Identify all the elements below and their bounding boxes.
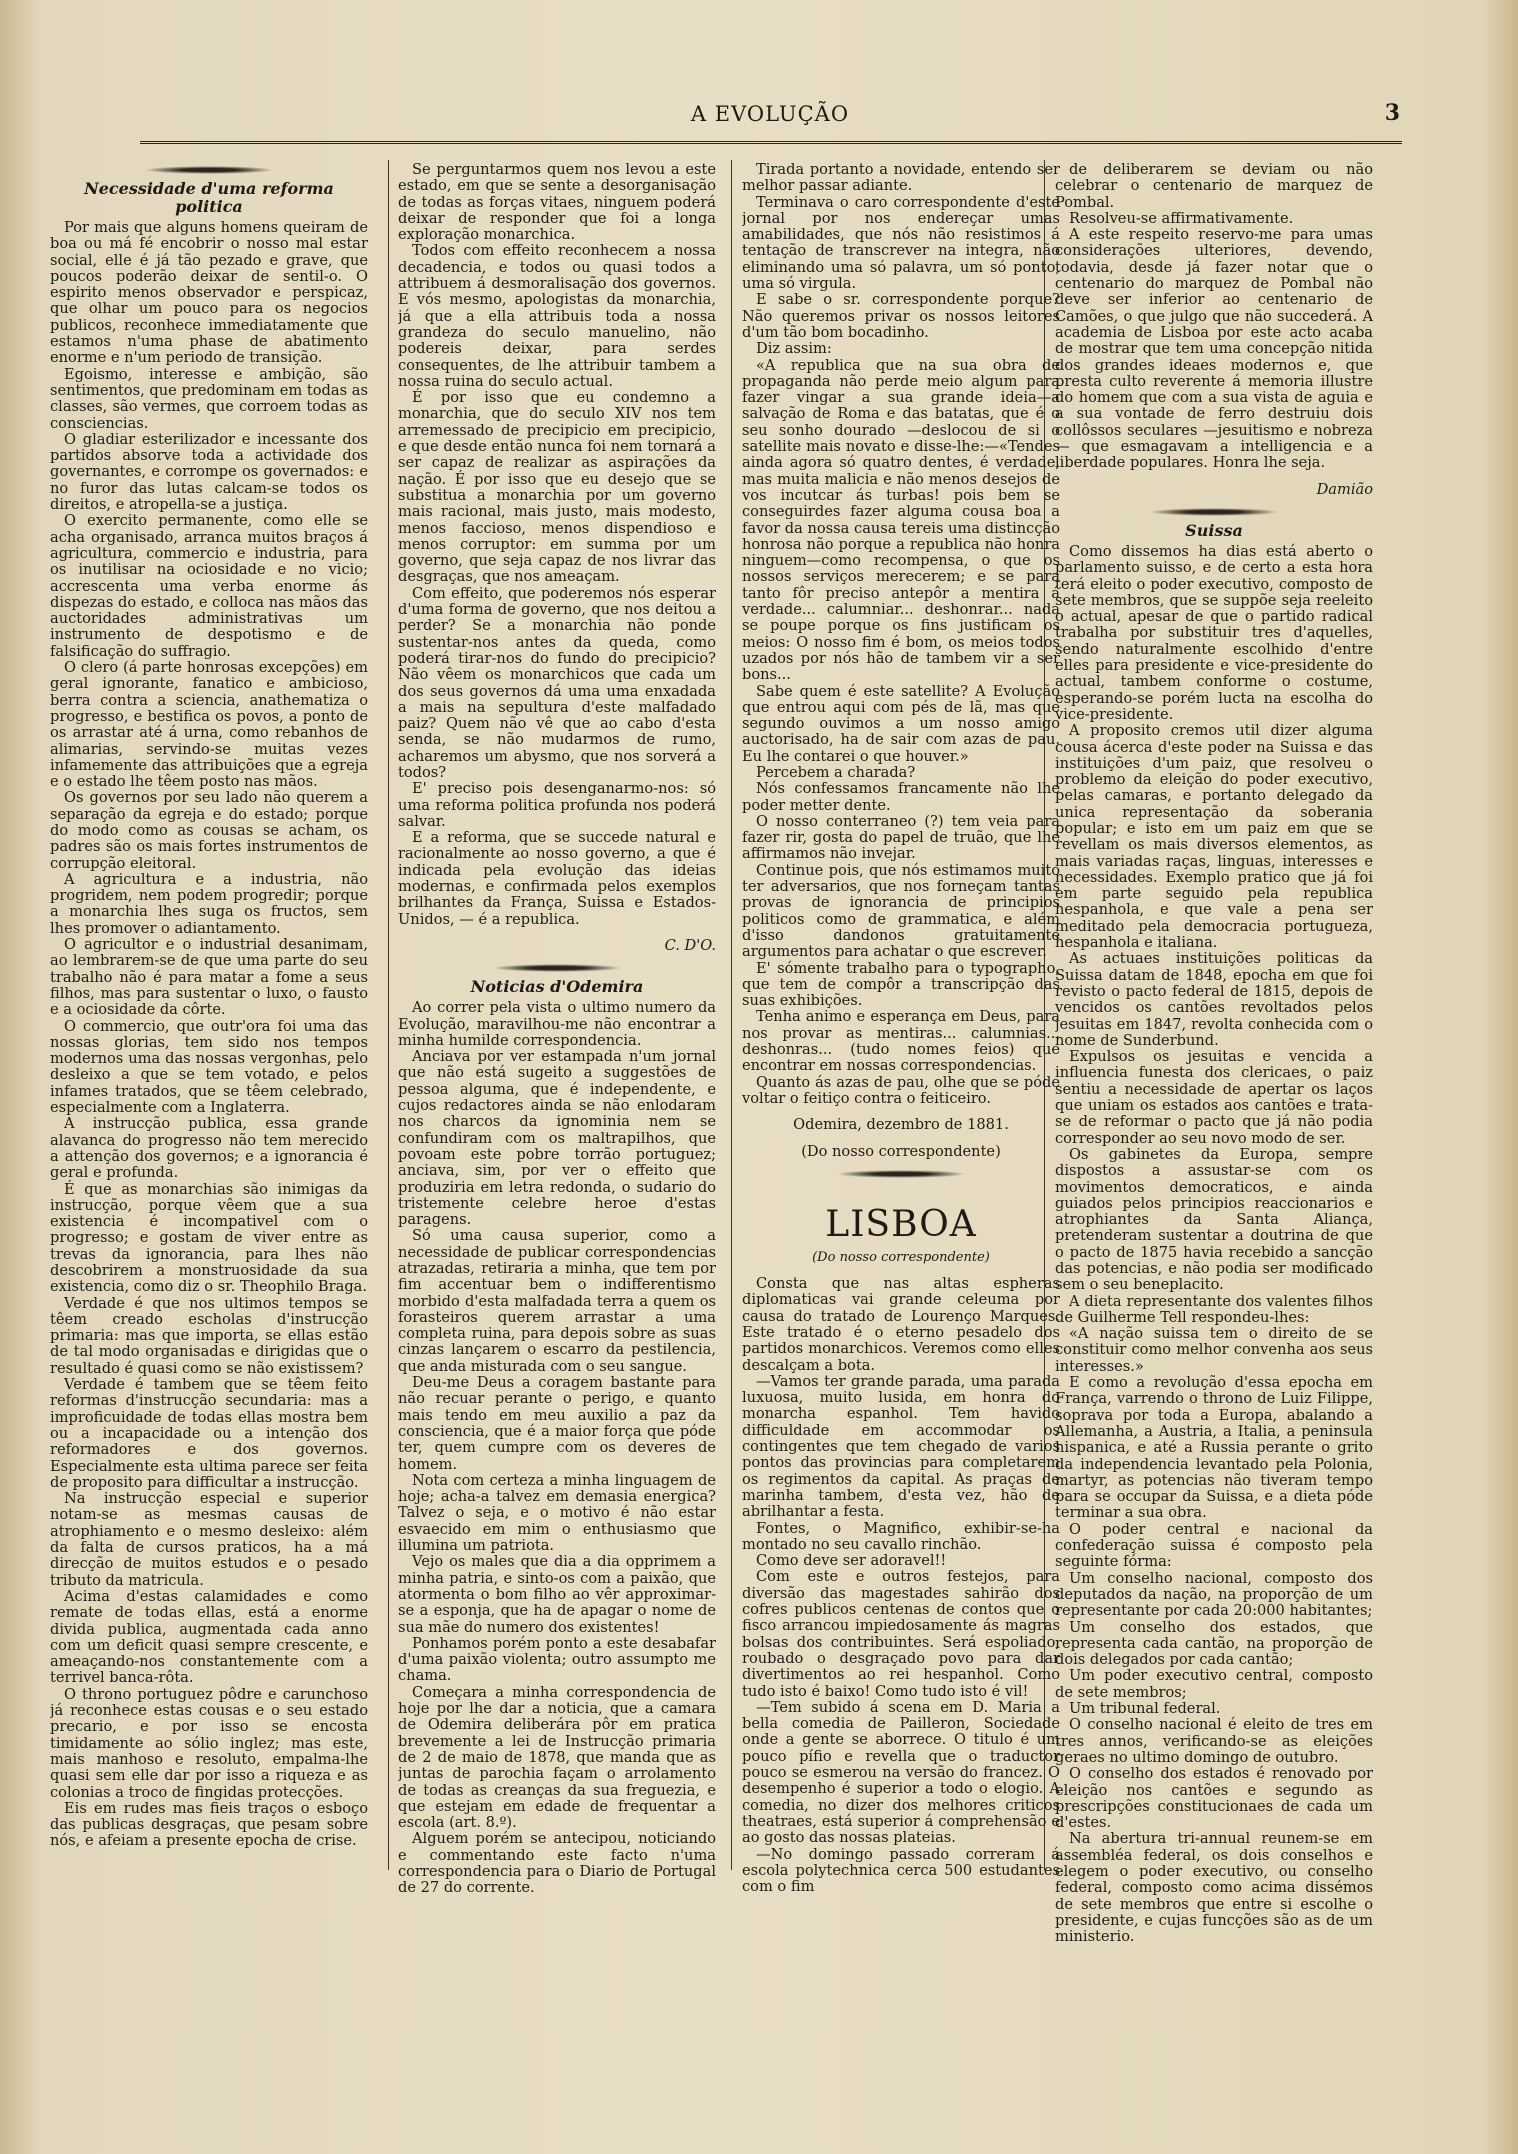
paragraph: Consta que nas altas espheras diplomaticas vai grande celeuma por causa do tratado de Lourenço Marques. Este tratado é o eterno pesadelo dos partidos monarchicos. Veremos como elles descalçam a bota.: [742, 1275, 1060, 1374]
paragraph: —No domingo passado correram á escola polytechnica cerca 500 estudantes com o fim: [742, 1845, 1060, 1896]
newspaper-title: A EVOLUÇÃO: [690, 102, 850, 126]
article-body: [398, 1000, 716, 1896]
paragraph: Os gabinetes da Europa, sempre dispostos a assustar-se com os movimentos democraticos, e ainda guiados pelos principios reaccionarios e atrophiantes da Santa Aliança, pretenderam sustentar a doutrina de que o pacto de 1875 havia recebido a sancção das potencias, e não podia ser modificado sem o seu beneplacito.: [1055, 1145, 1373, 1294]
paragraph: A agricultura e a industria, não progridem, nem podem progredir; porque a monarchia lhes suga os fructos, sem lhes promover o adiantamento.: [50, 870, 368, 937]
paragraph: de deliberarem se deviam ou não celebrar o centenario de marquez de Pombal.: [1055, 162, 1373, 211]
paragraph: A dieta representante dos valentes filhos de Guilherme Tell respondeu-lhes:: [1055, 1292, 1373, 1326]
paragraph: Com este e outros festejos, para diversão das magestades sahirão dos cofres publicos centenas de contos que o fisco arrancou impiedosamente ás magras bolsas dos contribuintes. Será espoliado, roubado o desgraçado povo para dar divertimentos ao rei hespanhol. Como tudo isto é baixo! Como tudo isto é vil!: [742, 1568, 1060, 1700]
paragraph: Tenha animo e esperança em Deus, para nos provar as mentiras... calumnias... deshonras... (tudo nomes feios) que encontrar em nossas correspondencias.: [742, 1008, 1060, 1075]
paragraph: Alguem porém se antecipou, noticiando e commentando este facto n'uma correspondencia para o Diario de Portugal de 27 do corrente.: [398, 1830, 716, 1897]
paragraph: Como dissemos ha dias está aberto o parlamento suisso, e de certo a esta hora terá eleito o poder executivo, composto de sete membros, que se suppõe seja reeleito o actual, apesar de que o partido radical trabalha por substituir tres d'aquelles, sendo naturalmente escolhido d'entre elles para presidente e vice-presidente do actual, tambem conforme o costume, esperando-se porém lucta na escolha do vice-presidente.: [1055, 542, 1373, 723]
article-body-continued: [398, 162, 716, 928]
paragraph: O agricultor e o industrial desanimam, ao lembrarem-se de que uma parte do seu trabalho não é para matar a fome a seus filhos, mas para sustentar o luxo, o fausto e a ociosidade da côrte.: [50, 936, 368, 1019]
article-title: Noticias d'Odemira: [470, 977, 644, 997]
ornament-rule: [1149, 508, 1279, 516]
paragraph: «A republica que na sua obra de propaganda não perde meio algum para fazer vingar a sua grande ideia—a salvação de Roma e das batatas, que é o seu sonho dourado —deslocou de si o satellite mais novato e disse-lhe:—«Tendes ainda agora só quatro dentes, é verdade, mas muita malicia e não menos desejos de vos incutcar ás turbas! pois bem se conseguirdes fazer alguma cousa boa a favor da nossa causa tereis uma distincção honrosa não porque a republica não honra ninguem—como recompensa, o que os nossos serviços merecerem; e se para tanto fôr preciso antepôr a mentira á verdade... calumniar... deshonrar... nada se poupe porque os fins justificam os meios: O nosso fim é bom, os meios todos uzados por nós hão de tambem vir a ser bons...: [742, 356, 1060, 684]
paragraph: Anciava por ver estampada n'um jornal que não está sugeito a suggestões de pessoa alguma, que é independente, e cujos redactores ainda se não enlodaram nos charcos da ignominia nem se confundiram com os maltrapilhos, que povoam este pobre torrão portuguez; anciava, sim, por ver o effeito que produziria em letra redonda, o sudario do tristemente celebre heroe d'estas paragens.: [398, 1048, 716, 1229]
paragraph: Expulsos os jesuitas e vencida a influencia funesta dos clericaes, o paiz sentiu a necessidade de apertar os laços que uniam os estados aos cantões e trata-se de reformar o pacto que já não podia corresponder ao seu novo modo de ser.: [1055, 1048, 1373, 1147]
paragraph: Egoismo, interesse e ambição, são sentimentos, que predominam em todas as classes, são vermes, que corroem todas as consciencias.: [50, 365, 368, 432]
paragraph: Um poder executivo central, composto de sete membros;: [1055, 1667, 1373, 1701]
paragraph: Verdade é tambem que se têem feito reformas d'instrucção secundaria: mas a improficuidade de todas ellas mostra bem ou a incapacidade ou a intenção dos reformadores e dos governos. Especialmente esta ultima parece ser feita de proposito para difficultar a instrucção.: [50, 1376, 368, 1491]
paragraph: O conselho nacional é eleito de tres em tres annos, verificando-se as eleições geraes no ultimo domingo de outubro.: [1055, 1716, 1373, 1766]
paragraph: A este respeito reservo-me para umas considerações ulteriores, devendo, todavia, desde já fazer notar que o centenario do marquez de Pombal não deve ser inferior ao centenario de Camões, o que julgo que não succederá. A academia de Lisboa por este acto acaba de mostrar que tem uma concepção nitida dos grandes ideaes modernos e, que presta culto reverente á memoria illustre do homem que com a sua vista de aguia e a sua vontade de ferro destruiu dois collôssos seculares —jesuitismo e nobreza— que esmagavam a intelligencia e a liberdade populares. Honra lhe seja.: [1055, 226, 1373, 472]
paragraph: Começara a minha correspondencia de hoje por lhe dar a noticia, que a camara de Odemira deliberára pôr em pratica brevemente a lei de Instrucção primaria de 2 de maio de 1878, que manda que as juntas de parochia façam o arrolamento de todas as creanças da sua freguezia, e que estejam em edade de frequentar a escola (art. 8.º).: [398, 1683, 716, 1832]
article-signature: Damião: [1316, 480, 1373, 498]
paragraph: Um conselho dos estados, que representa cada cantão, na proporção de dois delegados por cada cantão;: [1055, 1618, 1373, 1669]
paragraph: E' preciso pois desenganarmo-nos: só uma reforma politica profunda nos poderá salvar.: [398, 780, 716, 830]
header-rule: [140, 141, 1402, 144]
paragraph: Nós confessamos francamente não lhe poder metter dente.: [742, 780, 1060, 814]
paragraph: O gladiar esterilizador e incessante dos partidos absorve toda a actividade dos governantes, e corrompe os governados: e no furor das lutas calcam-se todos os direitos, e atropella-se a justiça.: [50, 430, 368, 514]
section-subheading: (Do nosso correspondente): [812, 1249, 990, 1265]
paragraph: E a reforma, que se succede natural e racionalmente ao nosso governo, a que é indicada pela evolução das ideias modernas, e confirmada pelos exemplos brilhantes da França, Suissa e Estados-Unidos, — é a republica.: [398, 829, 716, 928]
paragraph: Por mais que alguns homens queiram de boa ou má fé encobrir o nosso mal estar social, elle é já tão pezado e grave, que poucos poderão deixar de sentil-o. O espirito menos observador e perspicaz, que olhar um pouco para os negocios publicos, reconhece immediatamente que estamos n'uma phase de abatimento enorme e n'um periodo de transição.: [50, 219, 368, 367]
column-divider: [388, 160, 389, 1870]
paragraph: Verdade é que nos ultimos tempos se têem creado escholas d'instrucção primaria: mas que importa, se ellas estão de tal modo organisadas e dirigidas que o resultado é quasi como se não existissem?: [50, 1294, 368, 1377]
paragraph: Eis em rudes mas fieis traços o esboço das publicas desgraças, que pesam sobre nós, e afeiam a presente epocha de crise.: [50, 1799, 368, 1850]
article-signature: C. D'O.: [664, 936, 716, 954]
paragraph: E como a revolução d'essa epocha em França, varrendo o throno de Luiz Filippe, soprava por toda a Europa, abalando a Allemanha, a Austria, a Italia, a peninsula hispanica, e até a Russia perante o grito da independencia levantado pela Polonia, martyr, as potencias não tiveram tempo para se occupar da Suissa, e a dieta póde terminar a sua obra.: [1055, 1374, 1373, 1522]
paragraph: Na abertura tri-annual reunem-se em assembléa federal, os dois conselhos e elegem o poder executivo, ou conselho federal, composto como acima dissémos de sete membros que entre si escolhe o presidente, e cujas funcções são as de um ministerio.: [1055, 1830, 1373, 1946]
paragraph: «A nação suissa tem o direito de se constituir como melhor convenha aos seus interesses.»: [1055, 1325, 1373, 1375]
paragraph: É por isso que eu condemno a monarchia, que do seculo XIV nos tem arremessado de precipicio em precipicio, e que desde então nunca foi nem tornará a ser capaz de realizar as aspirações da nação. É por isso que eu desejo que se substitua a monarchia por um governo mais racional, mais justo, mais modesto, menos faccioso, menos dispendioso e menos corruptor: em summa por um governo, que seja capaz de nos livrar das desgraças, que nos ameaçam.: [398, 389, 716, 586]
byline: (Do nosso correspondente): [801, 1142, 1001, 1160]
paragraph: As actuaes instituições politicas da Suissa datam de 1848, epocha em que foi revisto o pacto federal de 1815, depois de vencidos os cantões revoltados pelos jesuitas em 1847, revolta conhecida com o nome de Sunderbund.: [1055, 950, 1373, 1049]
page-number: 3: [1384, 100, 1400, 126]
paragraph: O throno portuguez pôdre e carunchoso já reconhece estas cousas e o seu estado precario, e por isso se encosta timidamente ao sólio inglez; mas este, mais manhoso e resoluto, empalma-lhe quasi sem elle dar por isso a riqueza e as colonias a troco de fingidas protecções.: [50, 1685, 368, 1801]
paragraph: Se perguntarmos quem nos levou a este estado, em que se sente a desorganisação de todas as forças vitaes, ninguem poderá deixar de responder que foi a longa exploração monarchica.: [398, 162, 716, 244]
paragraph: Ponhamos porém ponto a este desabafar d'uma paixão violenta; outro assumpto me chama.: [398, 1634, 716, 1685]
masthead: [140, 96, 1400, 142]
ornament-rule: [836, 1170, 966, 1178]
article-title: Necessidade d'uma reforma politica: [84, 179, 334, 216]
ornament-rule: [144, 166, 274, 174]
column-divider: [731, 160, 732, 1870]
article-body: [50, 220, 368, 1850]
paragraph: Resolveu-se affirmativamente.: [1069, 209, 1294, 227]
paragraph: Percebem a charada?: [756, 763, 916, 781]
paragraph: Na instrucção especial e superior notam-se as mesmas causas de atrophiamento e o mesmo desleixo: além da falta de cursos praticos, ha a má direcção de muitos estudos e o pesado tributo da matricula.: [50, 1490, 368, 1589]
section-heading: LISBOA: [825, 1203, 977, 1245]
paragraph: O exercito permanente, como elle se acha organisado, arranca muitos braços á agricultura, commercio e industria, para os inutilisar na ociosidade e no vicio; accrescenta uma verba enorme ás dispezas do estado, e colloca nas mãos das auctoridades administrativas um instrumento de despotismo e de falsificação do suffragio.: [50, 512, 368, 660]
paragraph: Acima d'estas calamidades e como remate de todas ellas, está a enorme divida publica, augmentada cada anno com um deficit quasi sempre crescente, e ameaçando-nos constantemente com a terrivel banca-rôta.: [50, 1587, 368, 1687]
column-4: [1055, 162, 1373, 1962]
paragraph: Vejo os males que dia a dia opprimem a minha patria, e sinto-os com a paixão, que atormenta o bom filho ao vêr approximar-se a esponja, que ha de apagar o nome de sua mãe do numero dos existentes!: [398, 1553, 716, 1636]
paragraph: E sabe o sr. correspondente porque? Não queremos privar os nossos leitores d'um tão bom bocadinho.: [742, 291, 1060, 341]
paragraph: Com effeito, que poderemos nós esperar d'uma forma de governo, que nos deitou a perder? Se a monarchia não ponde sustentar-nos antes da queda, como poderá tirar-nos do fundo do precipicio? Não vêem os monarchicos que cada um dos seus governos dá uma uma enxadada a mais na sepultura d'este malfadado paiz? Quem não vê que ao cabo d'esta senda, se não mudarmos de rumo, acharemos um abysmo, que nos sorverá a todos?: [398, 584, 716, 781]
paragraph: Deu-me Deus a coragem bastante para não recuar perante o perigo, e quanto mais tendo em meu auxilio a paz da consciencia, que é a maior força que póde ter, quem cumpre com os deveres de homem.: [398, 1374, 716, 1473]
paragraph: Tirada portanto a novidade, entendo ser melhor passar adiante.: [742, 162, 1060, 195]
ornament-rule: [492, 964, 622, 972]
paragraph: Ao correr pela vista o ultimo numero da Evolução, maravilhou-me não encontrar a minha humilde correspondencia.: [398, 999, 716, 1049]
paragraph: O poder central e nacional da confederação suissa é composto pela seguinte fórma:: [1055, 1520, 1373, 1571]
article-body-continued: [742, 162, 1060, 1107]
paragraph: Continue pois, que nós estimamos muito ter adversarios, que nos forneçam tantas provas de ignorancia de principios politicos como de grammatica, e além d'isso dandonos gratuitamente argumentos para achatar o que escrever.: [742, 861, 1060, 961]
paragraph: Nota com certeza a minha linguagem de hoje; acha-a talvez em demasia energica? Talvez o seja, e o motivo é não estar esvaecido em mim o enthusiasmo que illumina um patriota.: [398, 1471, 716, 1555]
paragraph: Os governos por seu lado não querem a separação da egreja e do estado; porque do modo como as cousas se acham, os padres são os mais fortes instrumentos de corrupção eleitoral.: [50, 789, 368, 872]
column-2: [398, 162, 716, 1962]
paragraph: A proposito cremos util dizer alguma cousa ácerca d'este poder na Suissa e das instituições d'um paiz, que resolveu o problemo da eleição do poder executivo, pelas camaras, e portanto delegado da unica representação da soberania popular; e isto em um paiz em que se revellam os mais diversos elementos, as mais variadas raças, linguas, interesses e necessidades. Exemplo pratico que já foi em parte seguido pela republica hespanhola, e que vale a pena ser meditado pela democracia portugueza, hespanhola e italiana.: [1055, 722, 1373, 952]
column-3: [742, 162, 1060, 1962]
paragraph: O commercio, que outr'ora foi uma das nossas glorias, tem sido nos tempos modernos uma das nossas vergonhas, pelo desleixo a que se tem votado, e pelos infames tratados, que se têem celebrado, especialmente com a Inglaterra.: [50, 1017, 368, 1117]
paragraph: Fontes, o Magnifico, exhibir-se-ha montado no seu cavallo rinchão.: [742, 1519, 1060, 1553]
paragraph: —Tem subido á scena em D. Maria a bella comedia de Pailleron, Sociedade onde a gente se aborrece. O titulo é um pouco pífio e revella que o traductor pouco se esmerou na versão do francez. O desempenho é superior a todo o elogio. A comedia, no dizer dos melhores criticos theatraes, está superior á comprehensão e ao gosto das nossas plateias.: [742, 1698, 1060, 1847]
paragraph: É que as monarchias são inimigas da instrucção, porque vêem que a sua existencia é incompativel com o progresso; e gostam de viver entre as trevas da ignorancia, para lhes não descobrirem a monstruosidade da sua existencia, como diz o sr. Theophilo Braga.: [50, 1180, 368, 1296]
paragraph: Um tribunal federal.: [1069, 1700, 1221, 1718]
paragraph: Terminava o caro correspondente d'este jornal por nos endereçar umas amabilidades, que nós não resistimos á tentação de transcrever na integra, não eliminando uma só palavra, um só ponto, uma só virgula.: [742, 193, 1060, 293]
paragraph: Quanto ás azas de pau, olhe que se póde voltar o feitiço contra o feiticeiro.: [742, 1073, 1060, 1107]
dateline: Odemira, dezembro de 1881.: [793, 1116, 1009, 1134]
paragraph: O nosso conterraneo (?) tem veia para fazer rir, gosta do papel de truão, que lhe affirmamos não invejar.: [742, 812, 1060, 863]
article-body: [742, 1276, 1060, 1895]
paragraph: A instrucção publica, essa grande alavanca do progresso não tem merecido a attenção dos governos; e a ignorancia é geral e profunda.: [50, 1115, 368, 1182]
paragraph: O clero (á parte honrosas excepções) em geral ignorante, fanatico e ambicioso, berra contra a sciencia, anathematiza o progresso, e bestifica os povos, a ponto de os arrastar até á urna, como rebanhos de alimarias, servindo-se muitas vezes infamemente das attribuições que a egreja e o estado lhe têem posto nas mãos.: [50, 659, 368, 791]
article-body-continued: [1055, 162, 1373, 472]
paragraph: O conselho dos estados é renovado por eleição nos cantões e segundo as prescripções constitucionaes de cada um d'estes.: [1055, 1765, 1373, 1832]
paragraph: Sabe quem é este satellite? A Evolução que entrou aqui com pés de lã, mas que segundo ouvimos a um nosso amigo auctorisado, ha de sair com azas de pau. Eu lhe contarei o que houver.»: [742, 682, 1060, 765]
paragraph: Como deve ser adoravel!!: [756, 1552, 947, 1570]
paragraph: Um conselho nacional, composto dos deputados da nação, na proporção de um representante por cada 20:000 habitantes;: [1055, 1569, 1373, 1620]
paragraph: Diz assim:: [756, 340, 832, 358]
paragraph: Só uma causa superior, como a necessidade de publicar correspondencias atrazadas, retiraria a minha, que tem por fim accentuar bem o indifferentismo morbido d'esta malfadada terra a quem os forasteiros querem arrastar a uma completa ruina, para depois sobre as suas cinzas lançarem o escarro da pestilencia, que anda misturada com o seu sangue.: [398, 1227, 716, 1375]
paragraph: —Vamos ter grande parada, uma parada luxuosa, muito lusida, em honra do monarcha espanhol. Tem havido difficuldade em accommodar os contingentes que tem chegado de varios pontos das provincias para completarem os regimentos da capital. As praças de marinha tambem, d'esta vez, hão de abrilhantar a festa.: [742, 1372, 1060, 1521]
paragraph: Todos com effeito reconhecem a nossa decadencia, e todos ou quasi todos a attribuem á desmoralisação dos governos. E vós mesmo, apologistas da monarchia, já que a ella attribuis toda a nossa grandeza do seculo manuelino, não podereis deixar, para serdes consequentes, de lhe attribuir tambem a nossa ruina do seculo actual.: [398, 242, 716, 390]
paragraph: E' sómente trabalho para o typographo, que tem de compôr a transcripção das suas exhibições.: [742, 959, 1060, 1010]
column-1: [50, 162, 368, 1962]
article-title: Suissa: [1185, 520, 1243, 540]
article-body: [1055, 544, 1373, 1946]
